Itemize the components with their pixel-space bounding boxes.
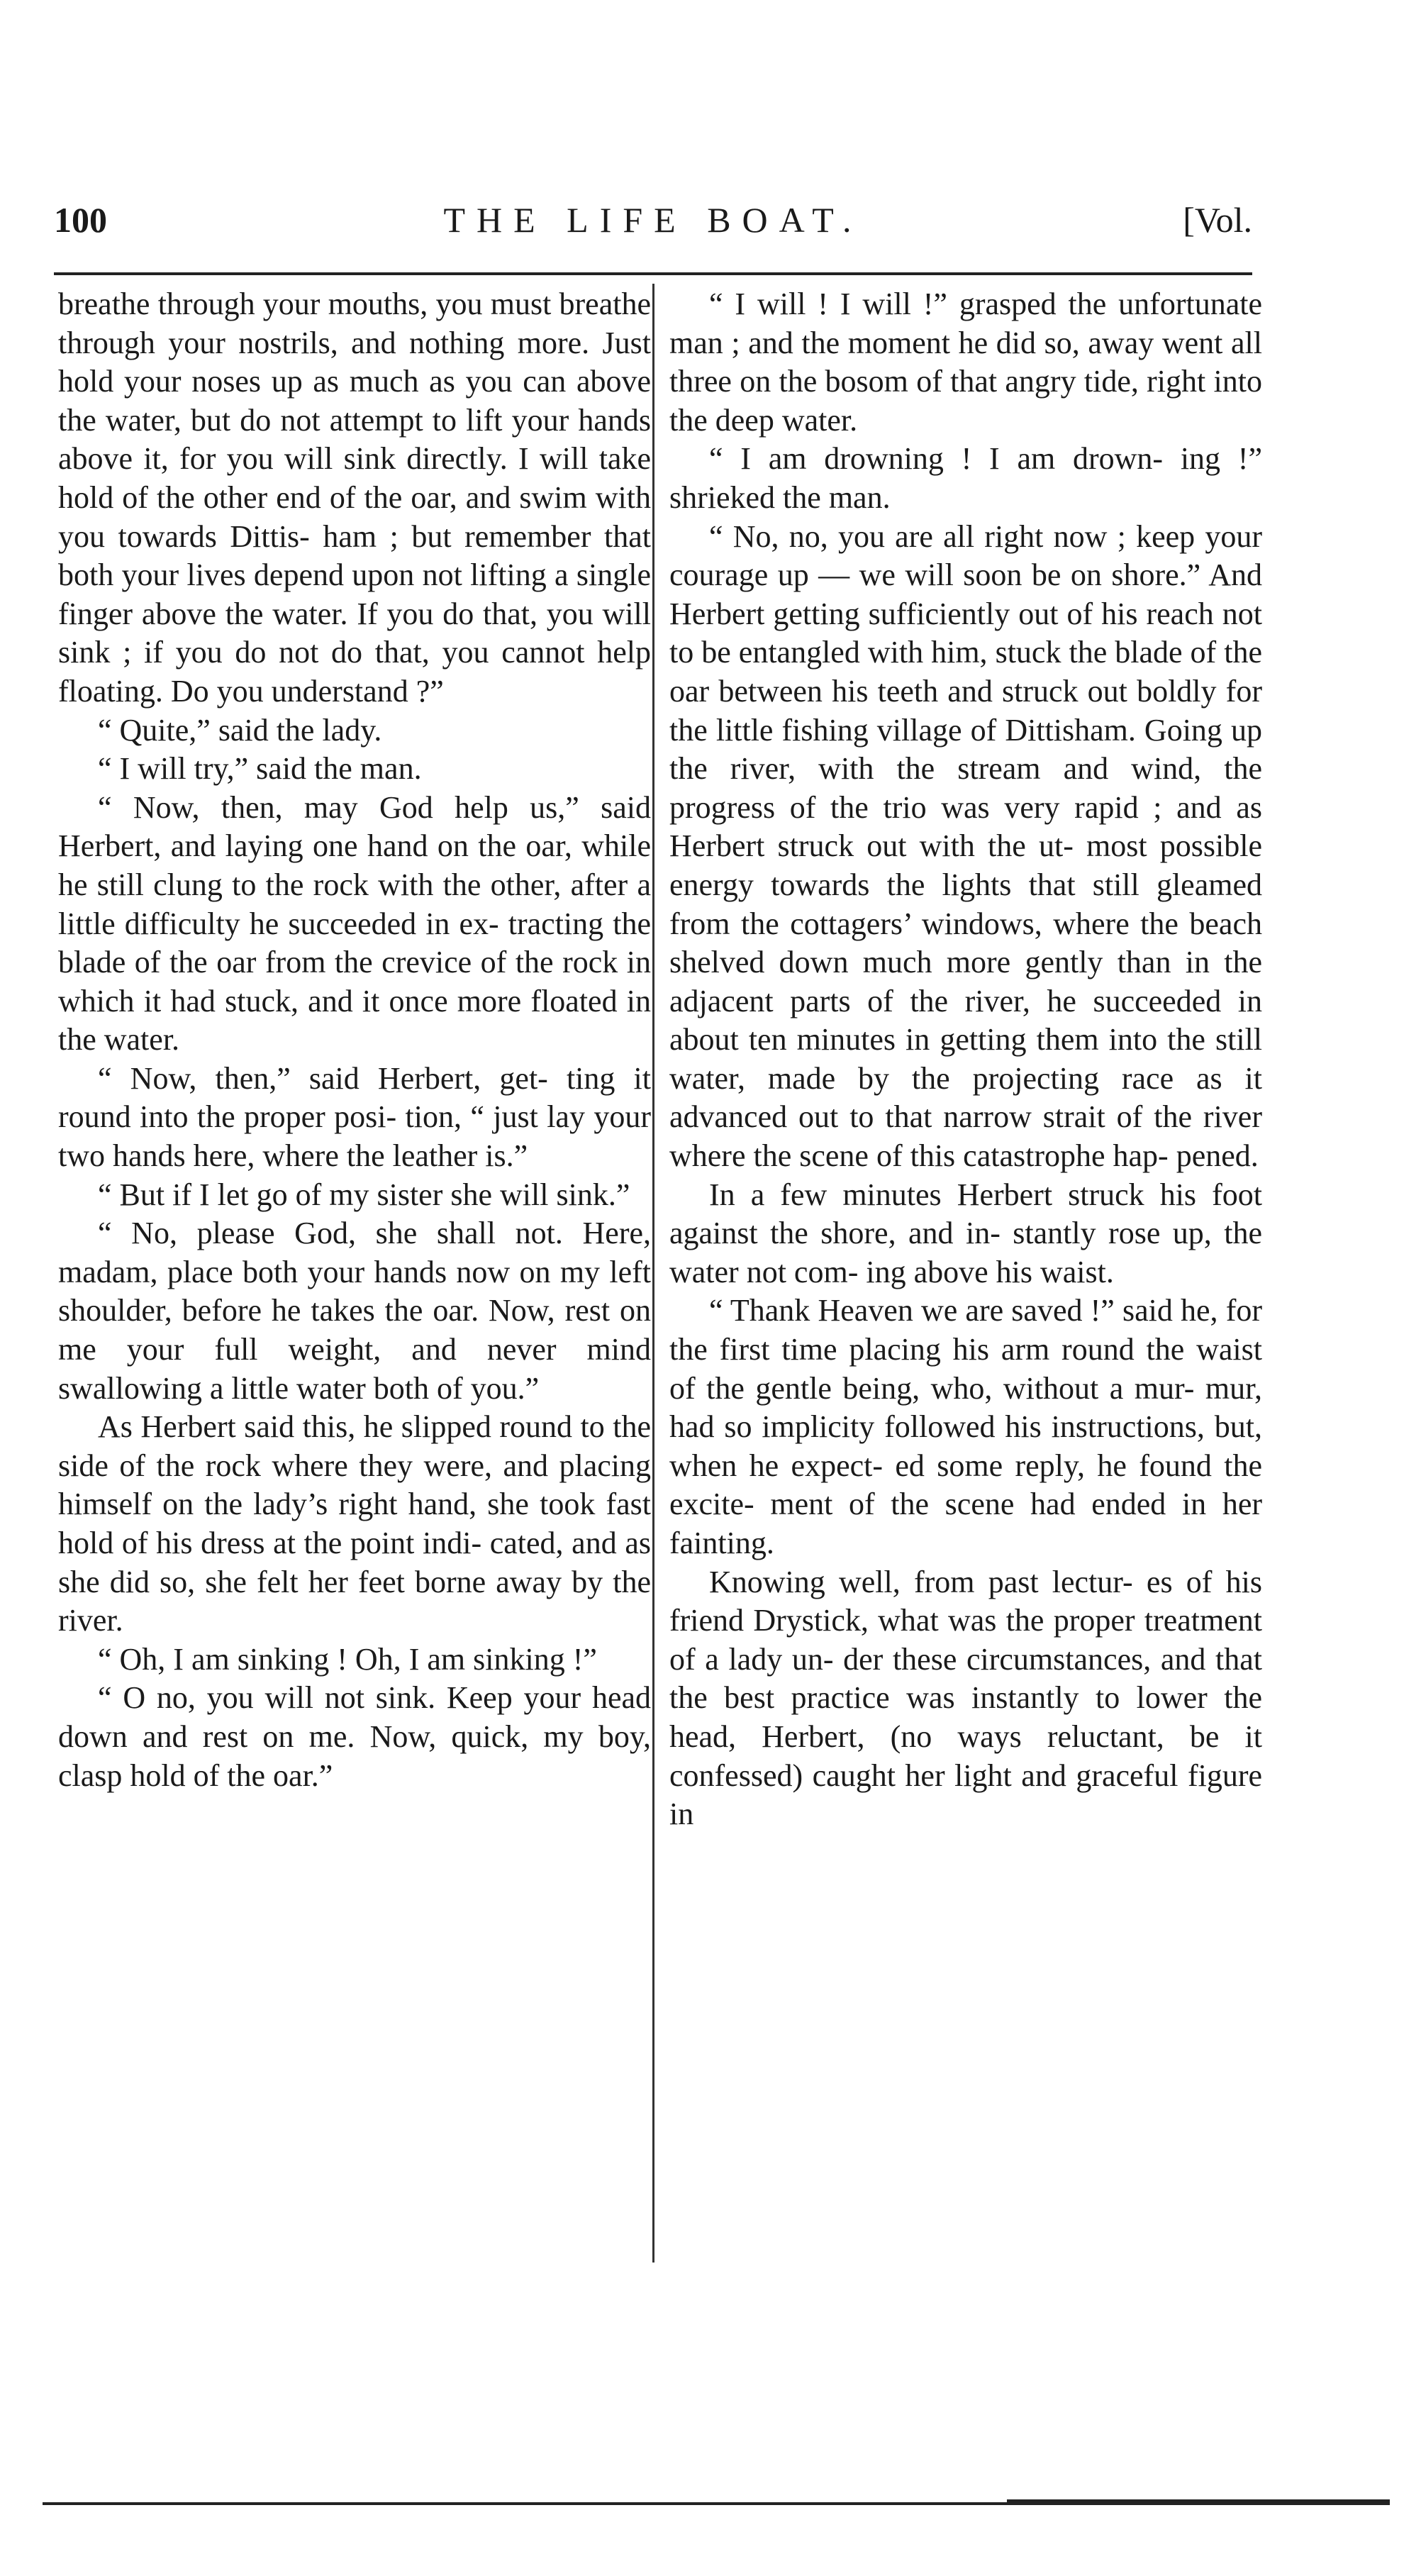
paragraph: “ I will try,” said the man. bbox=[98, 751, 422, 787]
bottom-rule-thick bbox=[1007, 2499, 1390, 2504]
column-divider bbox=[652, 284, 654, 2263]
paragraph: “ No, please God, she shall not. Here, madam, place both your hands now on my left shoulder, before he takes the oar. Now, rest on me your full weight, and never mind swallowing a little water both of you.” bbox=[58, 1216, 651, 1406]
paragraph: “ O no, you will not sink. Keep your head down and rest on me. Now, quick, my boy, clasp hold of the oar.” bbox=[58, 1680, 651, 1793]
paragraph: “ But if I let go of my sister she will sink.” bbox=[98, 1177, 630, 1212]
page-header bbox=[54, 191, 1252, 248]
paragraph: “ Quite,” said the lady. bbox=[98, 712, 382, 748]
header-rule bbox=[54, 272, 1252, 275]
paragraph: Knowing well, from past lectur- es of his friend Drystick, what was the proper treatment of a lady un- der these circumstances, and that the best practice was instantly to lower the head, Herbert, (no ways reluctant, be it confessed) caught her light and graceful figure in bbox=[669, 1564, 1262, 1832]
paragraph: “ Thank Heaven we are saved !” said he, for the first time placing his arm round the waist of the gentle being, who, without a mur- mur, had so implicity followed his instructions, but, when he expect- ed some reply, he found the excite- ment of the scene had ended in her fainting. bbox=[669, 1293, 1262, 1560]
running-title: THE LIFE BOAT. bbox=[443, 200, 863, 240]
paragraph: “ Now, then,” said Herbert, get- ting it round into the proper posi- tion, “ just lay your two hands here, where the leather is.” bbox=[58, 1060, 651, 1174]
paragraph: breathe through your mouths, you must breathe through your nostrils, and nothing more. Just hold your noses up as much as you can above the water, but do not attempt to lift your hands above it, for you will sink directly. I will take hold of the other end of the oar, and swim with you towards Dittis- ham ; but remember that both your lives depend upon not lifting a single finger above the water. If you do that, you will sink ; if you do not do that, you cannot help floating. Do you understand ?” bbox=[58, 287, 651, 709]
right-text-column bbox=[669, 285, 1262, 2342]
paragraph: “ Now, then, may God help us,” said Herbert, and laying one hand on the oar, while he still clung to the rock with the other, after a little difficulty he succeeded in ex- tracting the blade of the oar from the crevice of the rock in which it had stuck, and it once more floated in the water. bbox=[58, 789, 651, 1057]
paragraph: In a few minutes Herbert struck his foot against the shore, and in- stantly rose up, the water not com- ing above his waist. bbox=[669, 1177, 1262, 1289]
paragraph: “ No, no, you are all right now ; keep your courage up — we will soon be on shore.” And Herbert getting sufficiently out of his reach not to be entangled with him, stuck the blade of the oar between his teeth and struck out boldly for the little fishing village of Dittisham. Going up the river, with the stream and wind, the progress of the trio was very rapid ; and as Herbert struck out with the ut- most possible energy towards the lights that still gleamed from the cottagers’ windows, where the beach shelved down much more gently than in the adjacent parts of the river, he succeeded in about ten minutes in getting them into the still water, made by the projecting race as it advanced out to that narrow strait of the river where the scene of this catastrophe hap- pened. bbox=[669, 518, 1262, 1174]
page-number: 100 bbox=[54, 200, 107, 240]
paragraph: As Herbert said this, he slipped round to the side of the rock where they were, and placing himself on the lady’s right hand, she took fast hold of his dress at the point indi- cated, and as she did so, she felt her feet borne away by the river. bbox=[58, 1409, 651, 1638]
paragraph: “ Oh, I am sinking ! Oh, I am sinking !” bbox=[98, 1641, 597, 1677]
paragraph: “ I am drowning ! I am drown- ing !” shrieked the man. bbox=[669, 441, 1262, 515]
left-text-column bbox=[58, 285, 651, 2342]
paragraph: “ I will ! I will !” grasped the unfortunate man ; and the moment he did so, away went all three on the bosom of that angry tide, right into the deep water. bbox=[669, 287, 1262, 438]
volume-label: [Vol. bbox=[1183, 200, 1252, 240]
